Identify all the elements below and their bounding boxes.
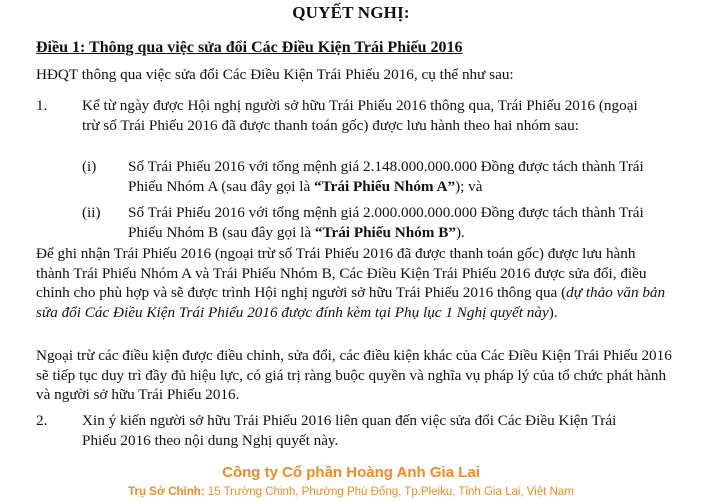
sub-item-i-text-before: Số Trái Phiếu 2016 với tổng mệnh giá 2.148.000.000.000 Đồng được tách thành Trái Phiếu Nhóm A (sau đây gọi là [128,158,644,195]
sub-item-ii-marker: (ii) [82,204,101,221]
address-text: 15 Trường Chinh, Phường Phù Đổng, Tp.Pleiku, Tỉnh Gia Lai, Việt Nam [204,486,574,498]
address-label: Trụ Sở Chính: [128,486,205,498]
recognition-text-after: ). [548,303,558,321]
item-2-number: 2. [36,412,48,429]
item-1-number: 1. [36,97,48,114]
sub-item-i-text-after: ); và [455,177,483,195]
sub-item-i-marker: (i) [82,158,97,175]
other-conditions-paragraph: Ngoại trừ các điều kiện được điều chỉnh, sửa đổi, các điều kiện khác của Các Điều Kiện Trái Phiếu 2016 sẽ tiếp tục duy trì đầy đủ hiệu lực, có giá trị ràng buộc quyền và nghĩa vụ pháp lý của tổ chức phát hành và người sở hữu Trái Phiếu 2016. [36,347,672,403]
group-a-label: “Trái Phiếu Nhóm A” [314,177,456,195]
group-b-label: “Trái Phiếu Nhóm B” [314,223,456,241]
article-heading [36,38,463,57]
draft-appendix-note: dự thảo văn bản sửa đổi Các Điều Kiện Trái Phiếu 2016 được đính kèm tại Phụ lục 1 Nghị quyết này [36,284,666,321]
item-2-text: Xin ý kiến người sở hữu Trái Phiếu 2016 liên quan đến việc sửa đổi Các Điều Kiện Trái Phiếu 2016 theo nội dung Nghị quyết này. [82,412,617,449]
sub-item-i-text [128,157,668,196]
company-name: Công ty Cổ phần Hoàng Anh Gia Lai [222,464,480,481]
recognition-paragraph [36,244,672,322]
company-address [0,485,702,500]
article-heading-text: Thông qua việc sửa đổi Các Điều Kiện Trái Phiếu 2016 [85,39,463,56]
item-1-text: Kể từ ngày được Hội nghị người sở hữu Trái Phiếu 2016 thông qua, Trái Phiếu 2016 (ngoại trừ số Trái Phiếu 2016 đã được thanh toán gốc) được lưu hành theo hai nhóm sau: [82,97,638,134]
sub-item-ii-text-before: Số Trái Phiếu 2016 với tổng mệnh giá 2.000.000.000.000 Đồng được tách thành Trái Phiếu Nhóm B (sau đây gọi là [128,204,644,241]
recognition-text-before: Để ghi nhận Trái Phiếu 2016 (ngoại trừ số Trái Phiếu 2016 đã được thanh toán gốc) được lưu hành thành Trái Phiếu Nhóm A và Trái Phiếu Nhóm B, Các Điều Kiện Trái Phiếu 2016 được sửa đổi, điều chỉnh cho phù hợp và sẽ được trình Hội nghị người sở hữu Trái Phiếu 2016 thông qua ( [36,245,647,301]
sub-item-ii-text-after: ). [455,223,465,241]
intro-paragraph: HĐQT thông qua việc sửa đổi Các Điều Kiện Trái Phiếu 2016, cụ thể như sau: [36,66,514,83]
article-number: Điều 1: [36,39,86,56]
sub-item-ii-text [128,203,668,242]
resolution-title: QUYẾT NGHỊ: [292,3,410,22]
